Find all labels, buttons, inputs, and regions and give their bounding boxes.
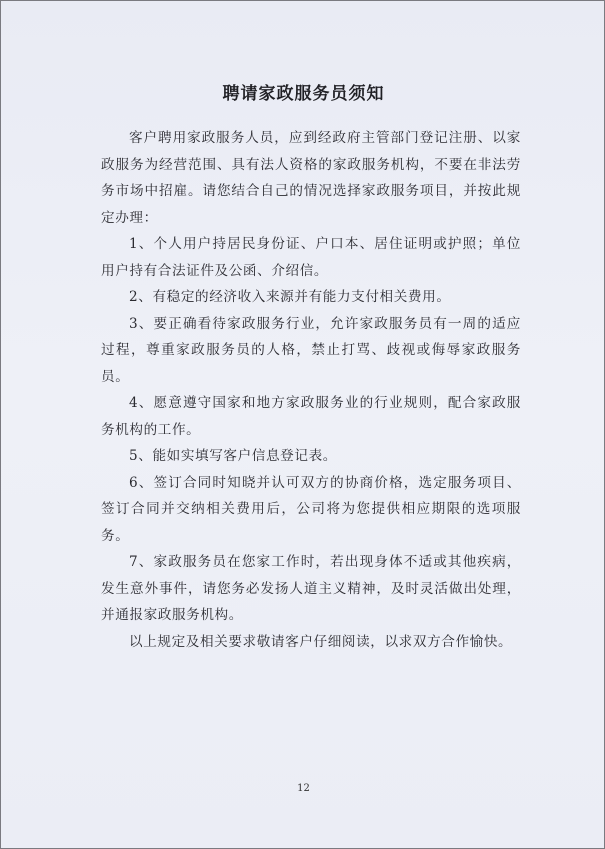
document-title: 聘请家政服务员须知 — [222, 84, 385, 104]
page-number: 12 — [297, 783, 310, 794]
rule-6-paragraph: 6、签订合同时知晓并认可双方的协商价格，选定服务项目、签订合同并交纳相关费用后，公司将为您提供相应期限的选项服务。 — [101, 474, 521, 544]
rule-5-paragraph: 5、能如实填写客户信息登记表。 — [129, 448, 337, 464]
rule-4-paragraph: 4、愿意遵守国家和地方家政服务业的行业规则，配合家政服务机构的工作。 — [101, 395, 521, 438]
rule-7-paragraph: 7、家政服务员在您家工作时，若出现身体不适或其他疾病，发生意外事件，请您务必发扬人道主义精神，及时灵活做出处理，并通报家政服务机构。 — [101, 554, 521, 623]
intro-paragraph: 客户聘用家政服务人员，应到经政府主管部门登记注册、以家政服务为经营范围、具有法人资格的家政服务机构，不要在非法劳务市场中招雇。请您结合自己的情况选择家政服务项目，并按此规定办理： — [101, 130, 521, 226]
rule-3-paragraph: 3、要正确看待家政服务行业，允许家政服务员有一周的适应过程，尊重家政服务员的人格，禁止打骂、歧视或侮辱家政服务员。 — [101, 315, 521, 385]
closing-paragraph: 以上规定及相关要求敬请客户仔细阅读，以求双方合作愉快。 — [129, 633, 513, 650]
rule-1-paragraph: 1、个人用户持居民身份证、户口本、居住证明或护照；单位用户持有合法证件及公函、介绍信。 — [101, 236, 521, 279]
document-body — [101, 125, 521, 655]
rule-2-paragraph: 2、有稳定的经济收入来源并有能力支付相关费用。 — [129, 289, 451, 305]
